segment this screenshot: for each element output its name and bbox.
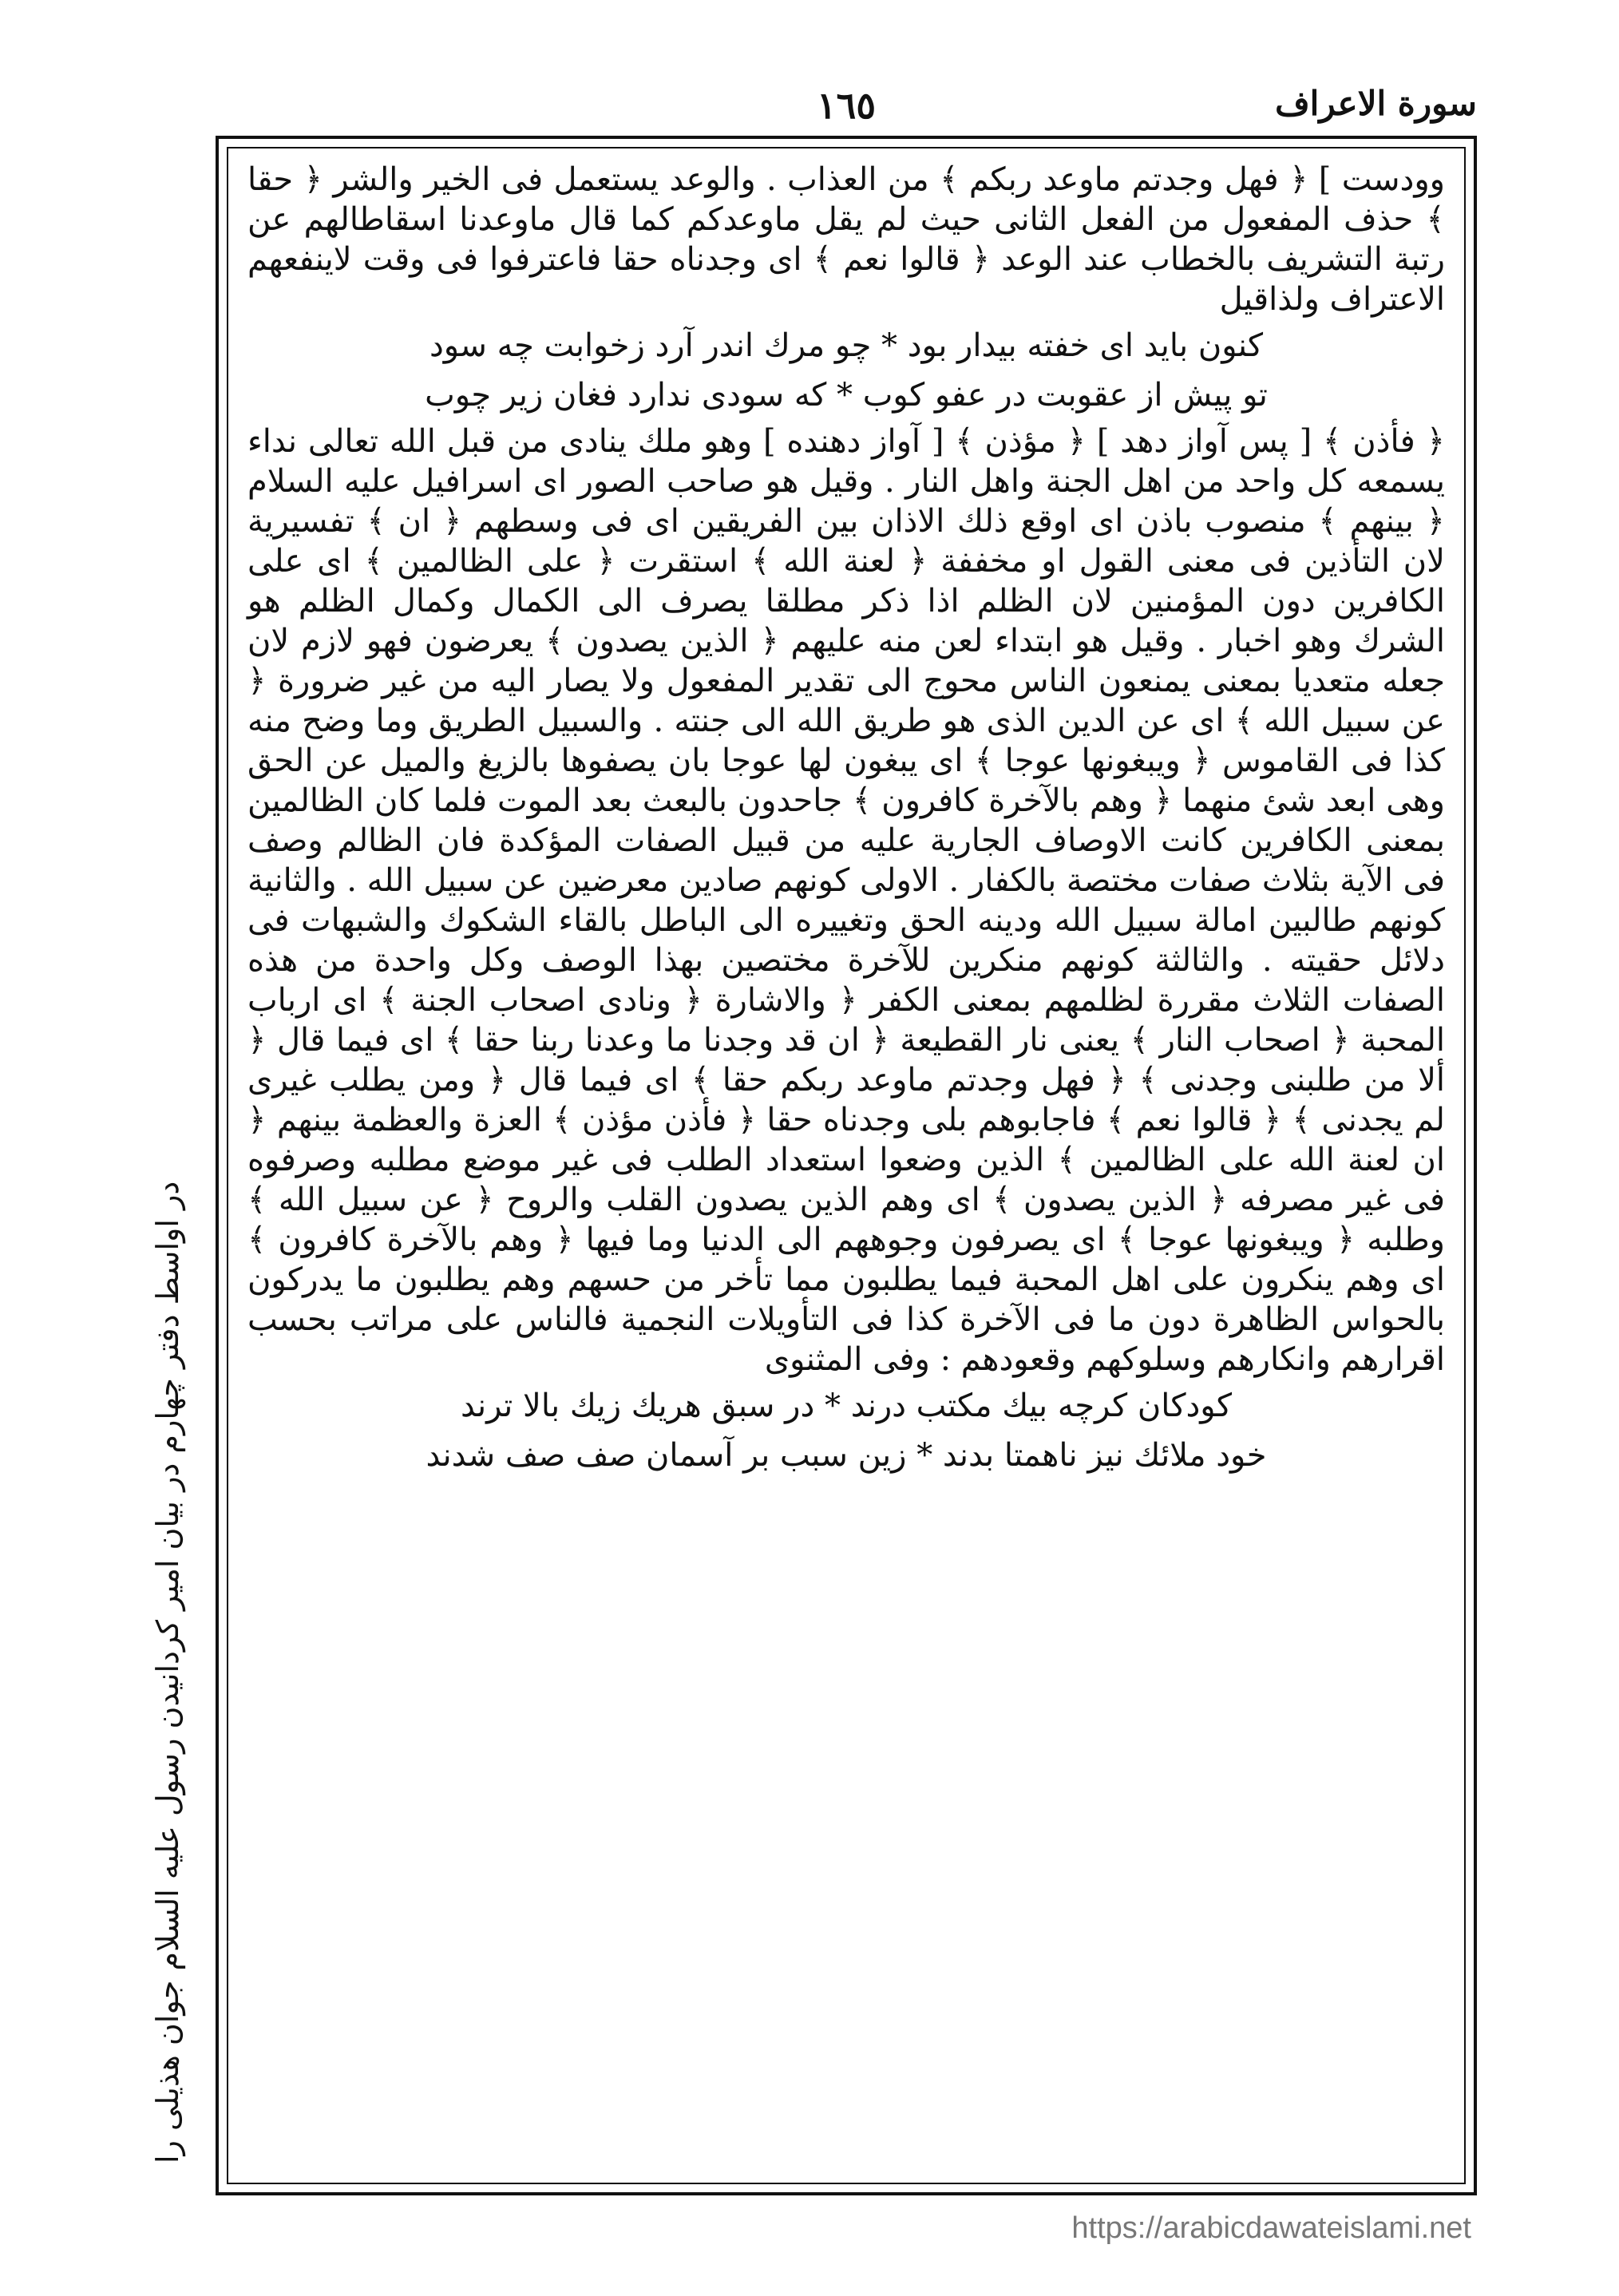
watermark: https://arabicdawateislami.net <box>1071 2211 1471 2245</box>
poem-line: خود ملائك نيز ناهمتا بدند * زين سبب بر آسمان صف صف شدند <box>426 1437 1267 1474</box>
page-number: ١٦٥ <box>816 84 877 127</box>
page-content <box>247 160 1445 1482</box>
paragraph: ﴿ فأذن ﴾ [ پس آواز دهد ] ﴿ مؤذن ﴾ [ آواز دهنده ] وهو ملك ينادى من قبل الله تعالى نداء يسمعه كل واحد من اهل الجنة واهل النار . وقيل هو صاحب الصور اى اسرافيل عليه السلام ﴿ بينهم ﴾ منصوب باذن اى اوقع ذلك الاذان بين الفريقين اى فى وسطهم ﴿ ان ﴾ تفسيرية لان التأذين فى معنى القول او مخففة ﴿ لعنة الله ﴾ استقرت ﴿ على الظالمين ﴾ اى على الكافرين دون المؤمنين لان الظلم اذا ذكر مطلقا يصرف الى الكمال وكمال الظلم هو الشرك وهو اخبار . وقيل هو ابتداء لعن منه عليهم ﴿ الذين يصدون ﴾ يعرضون فهو لازم لان جعله متعديا بمعنى يمنعون الناس محوج الى تقدير المفعول ولا يصار اليه من غير ضرورة ﴿ عن سبيل الله ﴾ اى عن الدين الذى هو طريق الله الى جنته . والسبيل الطريق وما وضح منه كذا فى القاموس ﴿ ويبغونها عوجا ﴾ اى يبغون لها عوجا بان يصفوها بالزيغ والميل عن الحق وهى ابعد شئ منهما ﴿ وهم بالآخرة كافرون ﴾ جاحدون بالبعث بعد الموت فلما كان الظالمين بمعنى الكافرين كانت الاوصاف الجارية عليه من قبيل الصفات المؤكدة فان الظالم وصف فى الآية بثلاث صفات مختصة بالكفار . الاولى كونهم صادين معرضين عن سبيل الله . والثانية كونهم طالبين امالة سبيل الله ودينه الحق وتغييره الى الباطل بالقاء الشكوك والشبهات فى دلائل حقيته . والثالثة كونهم منكرين للآخرة مختصين بهذا الوصف وكل واحدة من هذه الصفات الثلاث مقررة لظلمهم بمعنى الكفر ﴿ والاشارة ﴿ ونادى اصحاب الجنة ﴾ اى ارباب المحبة ﴿ اصحاب النار ﴾ يعنى نار القطيعة ﴿ ان قد وجدنا ما وعدنا ربنا حقا ﴾ اى فيما قال ﴿ ألا من طلبنى وجدنى ﴾ ﴿ فهل وجدتم ماوعد ربكم حقا ﴾ اى فيما قال ﴿ ومن يطلب غيرى لم يجدنى ﴾ ﴿ قالوا نعم ﴾ فاجابوهم بلى وجدناه حقا ﴿ فأذن مؤذن ﴾ العزة والعظمة بينهم ﴿ ان لعنة الله على الظالمين ﴾ الذين وضعوا استعداد الطلب فى غير موضع مطلبه وصرفوه فى غير مصرفه ﴿ الذين يصدون ﴾ اى وهم الذين يصدون القلب والروح ﴿ عن سبيل الله ﴾ وطلبه ﴿ ويبغونها عوجا ﴾ اى يصرفون وجوههم الى الدنيا وما فيها ﴿ وهم بالآخرة كافرون ﴾ اى وهم ينكرون على اهل المحبة فيما يطلبون مما تأخر من حسهم وهم يطلبون ما يدركون بالحواس الظاهرة دون ما فى الآخرة كذا فى التأويلات النجمية فالناس على مراتب بحسب اقرارهم وانكارهم وسلوكهم وقعودهم : وفى المثنوى <box>247 423 1446 1378</box>
poem-line: كودكان كرچه بيك مكتب درند * در سبق هريك زيك بالا ترند <box>460 1387 1232 1424</box>
surah-title: سورة الاعراف <box>1275 84 1477 123</box>
page-header <box>216 84 1477 132</box>
poem-line: كنون بايد اى خفته بيدار بود * چو مرك اندر آرد زخوابت چه سود <box>429 327 1264 364</box>
poem-line: تو پيش از عقوبت در عفو كوب * كه سودى ندارد فغان زير چوب <box>425 377 1268 414</box>
margin-note: در اواسط دفتر چهارم در بيان امير كردانيدن رسول عليه السلام جوان هذيلى را <box>150 1182 185 2164</box>
paragraph: وودست ] ﴿ فهل وجدتم ماوعد ربكم ﴾ من العذاب . والوعد يستعمل فى الخير والشر ﴿ حقا ﴾ حذف المفعول من الفعل الثانى حيث لم يقل ماوعدكم كما قال ماوعدنا اسقاطالهم عن رتبة التشريف بالخطاب عند الوعد ﴿ قالوا نعم ﴾ اى وجدناه حقا فاعترفوا فى وقت لاينفعهم الاعتراف ولذاقيل <box>247 161 1445 318</box>
